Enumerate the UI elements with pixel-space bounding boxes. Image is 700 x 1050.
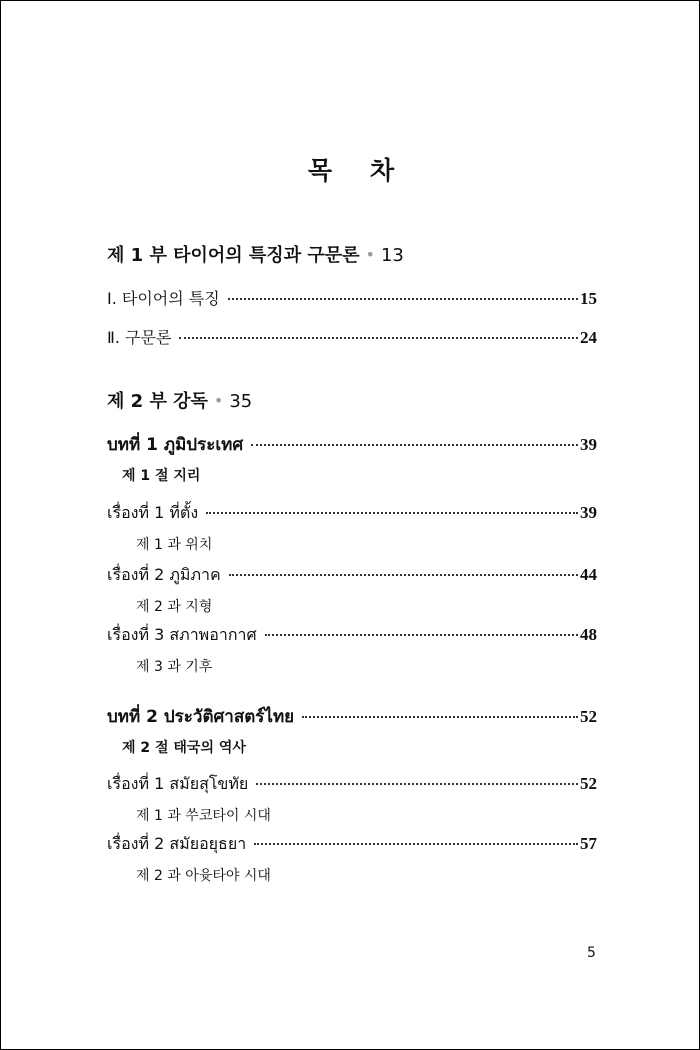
story-label: เรื่องที่ 3 สภาพอากาศ xyxy=(107,625,257,644)
chapter-page: 39 xyxy=(580,435,597,454)
part-page: 13 xyxy=(380,245,404,266)
lesson-title: 제 1 과 위치 xyxy=(136,537,213,553)
toc-entry[interactable] xyxy=(107,325,597,348)
chapter-label: บทที่ 1 ภูมิประเทศ xyxy=(107,435,244,455)
entry-page: 24 xyxy=(580,328,597,347)
chapter-label: บทที่ 2 ประวัติศาสตร์ไทย xyxy=(107,707,295,727)
story-label: เรื่องที่ 1 ที่ตั้ง xyxy=(107,503,199,522)
chapter-page: 52 xyxy=(580,707,597,726)
part-label: 제 1 부 타이어의 특징과 구문론 xyxy=(107,245,360,266)
lesson-title: 제 3 과 기후 xyxy=(136,659,213,675)
dot-leader xyxy=(179,337,578,339)
dot-leader xyxy=(229,574,578,576)
dot-leader xyxy=(265,634,578,636)
entry-label: Ⅱ. 구문론 xyxy=(107,328,172,347)
story-page: 44 xyxy=(580,565,597,584)
story-entry[interactable] xyxy=(107,772,597,797)
part-page: 35 xyxy=(229,391,253,412)
toc-title-part1: 목 xyxy=(307,156,332,185)
page-number: 5 xyxy=(587,945,596,961)
story-page: 52 xyxy=(580,774,597,793)
chapter-entry[interactable] xyxy=(107,703,597,730)
story-page: 57 xyxy=(580,834,597,853)
story-entry[interactable] xyxy=(107,501,597,526)
story-page: 39 xyxy=(580,503,597,522)
lesson-title: 제 1 과 쑤코타이 시대 xyxy=(136,808,271,824)
story-page: 48 xyxy=(580,625,597,644)
lesson-title: 제 2 과 아윳타야 시대 xyxy=(136,868,271,884)
bullet-dot: • xyxy=(365,245,375,264)
chapter-entry[interactable] xyxy=(107,431,597,458)
story-entry[interactable] xyxy=(107,563,597,588)
toc-title xyxy=(1,151,700,187)
part-heading xyxy=(107,387,252,413)
dot-leader xyxy=(256,783,578,785)
story-label: เรื่องที่ 2 สมัยอยุธยา xyxy=(107,834,247,853)
lesson-title: 제 2 과 지형 xyxy=(136,599,213,615)
toc-entry[interactable] xyxy=(107,286,597,309)
bullet-dot: • xyxy=(213,391,224,410)
story-label: เรื่องที่ 2 ภูมิภาค xyxy=(107,565,221,584)
dot-leader xyxy=(228,298,578,300)
entry-page: 15 xyxy=(580,289,597,308)
story-entry[interactable] xyxy=(107,623,597,648)
toc-title-part2: 차 xyxy=(370,156,395,185)
story-entry[interactable] xyxy=(107,832,597,857)
section-title: 제 1 절 지리 xyxy=(122,468,201,484)
section-title: 제 2 절 태국의 역사 xyxy=(122,740,246,756)
entry-label: Ⅰ. 타이어의 특징 xyxy=(107,289,220,308)
dot-leader xyxy=(206,512,578,514)
dot-leader xyxy=(302,716,578,718)
dot-leader xyxy=(254,843,578,845)
part-label: 제 2 부 강독 xyxy=(107,391,208,412)
part-heading xyxy=(107,241,404,267)
dot-leader xyxy=(251,444,578,446)
story-label: เรื่องที่ 1 สมัยสุโขทัย xyxy=(107,774,249,793)
